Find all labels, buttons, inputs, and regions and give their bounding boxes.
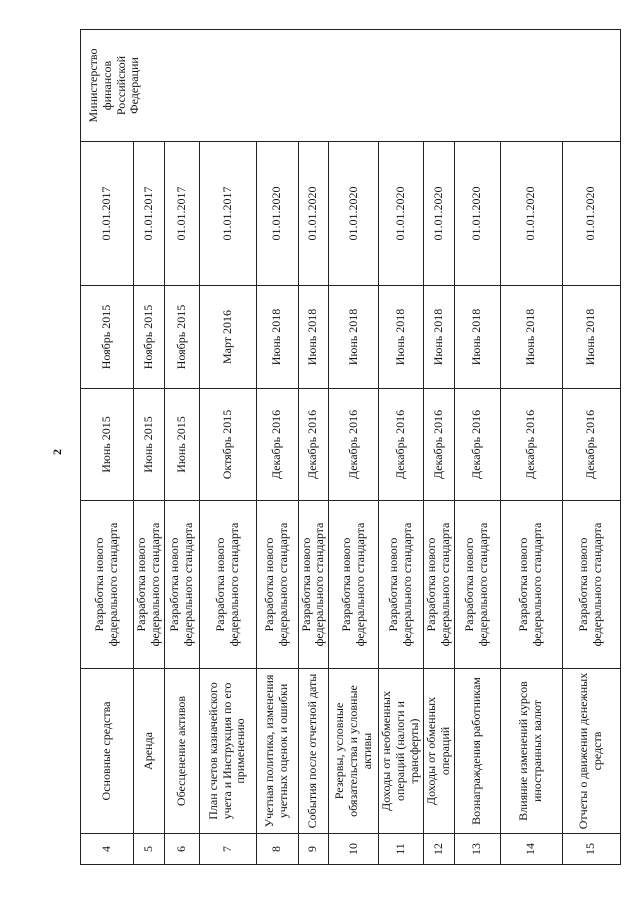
- row-number: 5: [134, 834, 165, 865]
- start-date: Июнь 2015: [81, 389, 134, 501]
- standard-name: Основные средства: [81, 669, 134, 834]
- row-number: 4: [81, 834, 134, 865]
- effective-date: 01.01.2020: [298, 142, 329, 286]
- standard-name: Вознаграждения работникам: [454, 669, 500, 834]
- end-date: Июнь 2018: [423, 286, 454, 389]
- effective-date: 01.01.2017: [81, 142, 134, 286]
- row-number: 8: [256, 834, 298, 865]
- end-date: Март 2016: [199, 286, 256, 389]
- action: Разработка нового федерального стандарта: [256, 501, 298, 669]
- action: Разработка нового федерального стандарта: [500, 501, 562, 669]
- table-row: [454, 30, 500, 865]
- action: Разработка нового федерального стандарта: [134, 501, 165, 669]
- standard-name: План счетов казначейского учета и Инструкция по его применению: [199, 669, 256, 834]
- action: Разработка нового федерального стандарта: [164, 501, 199, 669]
- row-number: 14: [500, 834, 562, 865]
- standard-name: Влияние изменений курсов иностранных валют: [500, 669, 562, 834]
- start-date: Декабрь 2016: [562, 389, 620, 501]
- standard-name: События после отчетной даты: [298, 669, 329, 834]
- action: Разработка нового федерального стандарта: [454, 501, 500, 669]
- standard-name: Доходы от необменных операций (налоги и трансферты): [379, 669, 423, 834]
- effective-date: 01.01.2020: [329, 142, 379, 286]
- table-row: [134, 30, 165, 865]
- table-row: [423, 30, 454, 865]
- row-number: 6: [164, 834, 199, 865]
- action: Разработка нового федерального стандарта: [329, 501, 379, 669]
- page-number: 2: [50, 449, 64, 455]
- end-date: Июнь 2018: [379, 286, 423, 389]
- effective-date: 01.01.2017: [199, 142, 256, 286]
- standard-name: Обесценение активов: [164, 669, 199, 834]
- start-date: Июнь 2015: [164, 389, 199, 501]
- effective-date: 01.01.2020: [454, 142, 500, 286]
- row-number: 9: [298, 834, 329, 865]
- row-number: 13: [454, 834, 500, 865]
- standard-name: Учетная политика, изменения учетных оценок и ошибки: [256, 669, 298, 834]
- responsible-ministry: Министерство финансов Российской Федерации: [81, 30, 621, 142]
- standard-name: Аренда: [134, 669, 165, 834]
- action: Разработка нового федерального стандарта: [298, 501, 329, 669]
- end-date: Июнь 2018: [298, 286, 329, 389]
- table-row: [199, 30, 256, 865]
- row-number: 11: [379, 834, 423, 865]
- end-date: Июнь 2018: [500, 286, 562, 389]
- end-date: Ноябрь 2015: [134, 286, 165, 389]
- action: Разработка нового федерального стандарта: [423, 501, 454, 669]
- standard-name: Отчеты о движении денежных средств: [562, 669, 620, 834]
- end-date: Июнь 2018: [454, 286, 500, 389]
- table-row: [81, 30, 134, 865]
- start-date: Декабрь 2016: [256, 389, 298, 501]
- start-date: Декабрь 2016: [298, 389, 329, 501]
- end-date: Июнь 2018: [256, 286, 298, 389]
- row-number: 12: [423, 834, 454, 865]
- end-date: Ноябрь 2015: [81, 286, 134, 389]
- action: Разработка нового федерального стандарта: [199, 501, 256, 669]
- row-number: 15: [562, 834, 620, 865]
- table-row: [298, 30, 329, 865]
- action: Разработка нового федерального стандарта: [562, 501, 620, 669]
- start-date: Декабрь 2016: [454, 389, 500, 501]
- standards-schedule-table: [80, 29, 621, 865]
- end-date: Июнь 2018: [329, 286, 379, 389]
- effective-date: 01.01.2020: [379, 142, 423, 286]
- start-date: Декабрь 2016: [329, 389, 379, 501]
- effective-date: 01.01.2017: [134, 142, 165, 286]
- end-date: Июнь 2018: [562, 286, 620, 389]
- start-date: Октябрь 2015: [199, 389, 256, 501]
- standard-name: Доходы от обменных операций: [423, 669, 454, 834]
- table-row: [164, 30, 199, 865]
- table-row: [329, 30, 379, 865]
- table-row: [256, 30, 298, 865]
- row-number: 7: [199, 834, 256, 865]
- effective-date: 01.01.2020: [562, 142, 620, 286]
- table-row: [562, 30, 620, 865]
- table-row: [500, 30, 562, 865]
- effective-date: 01.01.2020: [256, 142, 298, 286]
- action: Разработка нового федерального стандарта: [81, 501, 134, 669]
- start-date: Июнь 2015: [134, 389, 165, 501]
- row-number: 10: [329, 834, 379, 865]
- effective-date: 01.01.2017: [164, 142, 199, 286]
- action: Разработка нового федерального стандарта: [379, 501, 423, 669]
- standard-name: Резервы, условные обязательства и условные активы: [329, 669, 379, 834]
- end-date: Ноябрь 2015: [164, 286, 199, 389]
- start-date: Декабрь 2016: [423, 389, 454, 501]
- table-row: [379, 30, 423, 865]
- rotated-table-container: [80, 30, 614, 865]
- start-date: Декабрь 2016: [379, 389, 423, 501]
- start-date: Декабрь 2016: [500, 389, 562, 501]
- effective-date: 01.01.2020: [500, 142, 562, 286]
- effective-date: 01.01.2020: [423, 142, 454, 286]
